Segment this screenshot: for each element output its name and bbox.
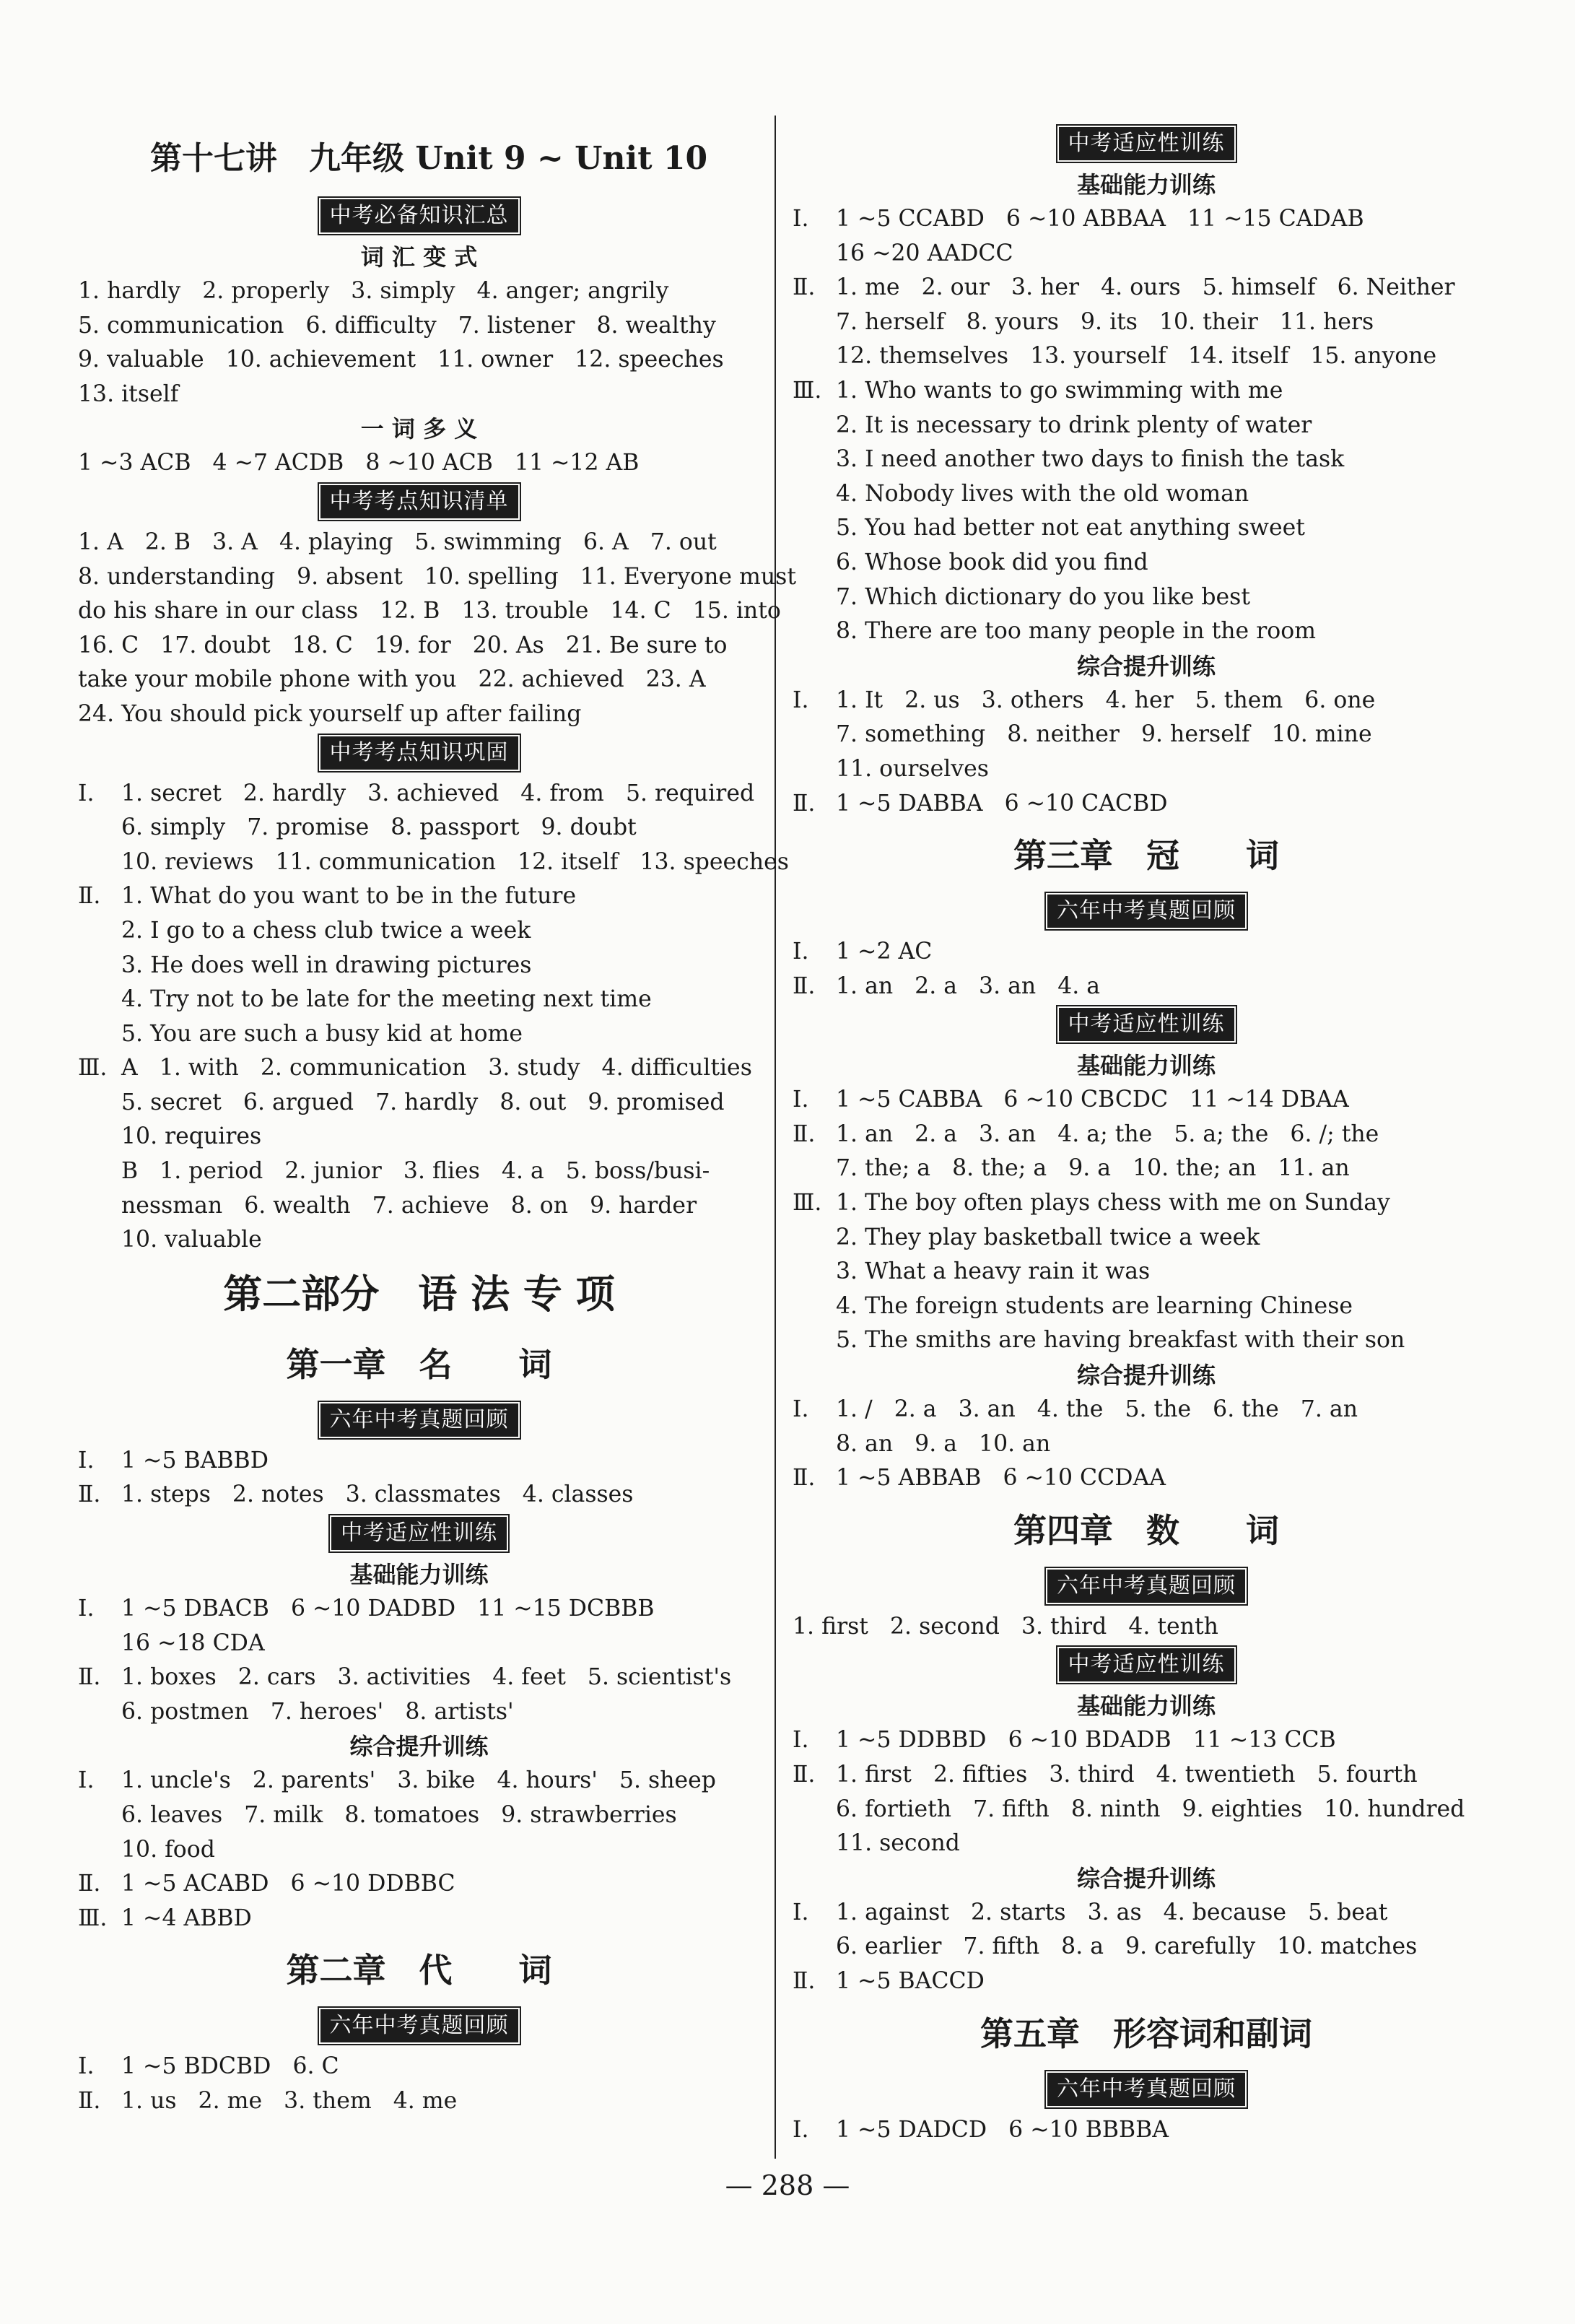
answer-text: 5. You had better not eat anything sweet — [836, 515, 1305, 541]
section-banner — [78, 1513, 760, 1557]
answer-text: 10. reviews 11. communication 12. itself 13. speeches — [121, 848, 789, 875]
section-banner-label: 中考适应性训练 — [1059, 127, 1234, 160]
answer-line — [793, 443, 1500, 477]
answer-text: 1 ~4 ABBD — [121, 1905, 252, 1931]
answer-text: 1 ~5 DBACB 6 ~10 DADBD 11 ~15 DCBBB — [121, 1596, 655, 1622]
answer-line — [78, 1627, 760, 1661]
answer-line — [793, 409, 1500, 443]
answer-text: 1. against 2. starts 3. as 4. because 5. beat — [836, 1899, 1388, 1925]
answer-line — [793, 1896, 1500, 1931]
question-group-label: Ⅱ. — [793, 790, 816, 817]
answer-line — [793, 1323, 1500, 1358]
answer-line — [78, 446, 760, 481]
answer-text: 1. / 2. a 3. an 4. the 5. the 6. the 7. an — [836, 1396, 1358, 1423]
answer-line — [793, 202, 1500, 237]
subsection-title: 综合提升训练 — [1076, 652, 1216, 680]
section-banner — [78, 1399, 760, 1444]
answer-text: take your mobile phone with you 22. achieved 23. A — [78, 666, 706, 693]
answer-text: 5. communication 6. difficulty 7. listener 8. wealthy — [78, 312, 716, 339]
answer-line — [793, 1083, 1500, 1118]
answer-line — [793, 580, 1500, 615]
answer-line — [78, 1695, 760, 1730]
answer-line — [78, 1154, 760, 1189]
section-banner-label: 中考考点知识清单 — [320, 485, 518, 518]
answer-text: 1. an 2. a 3. an 4. a; the 5. a; the 6. /; the — [836, 1120, 1379, 1147]
question-group-label: Ⅲ. — [78, 1055, 108, 1082]
question-group-label: Ⅱ. — [793, 1967, 816, 1994]
answer-text: 8. an 9. a 10. an — [836, 1430, 1051, 1457]
answer-text: 1 ~5 DDBBD 6 ~10 BDADB 11 ~13 CCB — [836, 1727, 1336, 1754]
answer-text: 1. Who wants to go swimming with me — [836, 377, 1283, 404]
answer-text: 8. There are too many people in the room — [836, 618, 1317, 645]
chapter-title: 第三章 冠 词 — [1013, 836, 1279, 876]
answer-text: B 1. period 2. junior 3. flies 4. a 5. boss/busi- — [121, 1158, 710, 1185]
answer-line — [793, 2113, 1500, 2148]
answer-line — [793, 1610, 1500, 1645]
answer-text: 1. The boy often plays chess with me on Sunday — [836, 1190, 1390, 1217]
answer-text: 1 ~5 BDCBD 6. C — [121, 2053, 339, 2080]
answer-text: 2. It is necessary to drink plenty of water — [836, 412, 1312, 438]
question-group-label: Ⅰ. — [793, 939, 809, 965]
answer-text: 4. The foreign students are learning Chinese — [836, 1292, 1353, 1319]
subsection-title: 基础能力训练 — [1076, 1692, 1216, 1720]
answer-text: 5. The smiths are having breakfast with their son — [836, 1327, 1405, 1354]
answer-line — [793, 1289, 1500, 1324]
question-group-label: Ⅰ. — [78, 1447, 95, 1474]
answer-line — [793, 546, 1500, 580]
question-group-label: Ⅱ. — [78, 883, 101, 910]
answer-text: 2. I go to a chess club twice a week — [121, 917, 531, 944]
section-banner-label: 六年中考真题回顾 — [320, 2009, 518, 2042]
answer-line — [793, 970, 1500, 1004]
answer-line — [78, 1833, 760, 1868]
column-divider — [775, 116, 776, 2159]
answer-text: 1. A 2. B 3. A 4. playing 5. swimming 6. A 7. out — [78, 528, 717, 555]
answer-line — [793, 684, 1500, 718]
question-group-label: Ⅱ. — [793, 972, 816, 999]
answer-text: 7. the; a 8. the; a 9. a 10. the; an 11. an — [836, 1155, 1350, 1182]
question-group-label: Ⅱ. — [78, 1664, 101, 1691]
answer-text: 2. They play basketball twice a week — [836, 1224, 1260, 1250]
answer-text: 1 ~5 BACCD — [836, 1967, 985, 1994]
section-banner — [78, 481, 760, 526]
question-group-label: Ⅰ. — [793, 1899, 809, 1925]
answer-line — [78, 343, 760, 378]
question-group-label: Ⅰ. — [793, 1396, 809, 1423]
question-group-label: Ⅱ. — [78, 1871, 101, 1897]
answer-text: 11. ourselves — [836, 755, 989, 782]
question-group-label: Ⅲ. — [78, 1905, 108, 1931]
section-banner-label: 六年中考真题回顾 — [1047, 2073, 1245, 2106]
answer-line — [78, 1444, 760, 1479]
answer-text: 10. food — [121, 1836, 215, 1863]
question-group-label: Ⅲ. — [793, 1190, 822, 1217]
answer-text: 1. It 2. us 3. others 4. her 5. them 6. one — [836, 687, 1376, 713]
answer-line — [78, 1661, 760, 1695]
question-group-label: Ⅰ. — [793, 206, 809, 232]
answer-text: 1. boxes 2. cars 3. activities 4. feet 5. scientist's — [121, 1664, 732, 1691]
answer-text: 1 ~5 CABBA 6 ~10 CBCDC 11 ~14 DBAA — [836, 1087, 1349, 1113]
left-column — [78, 123, 797, 2119]
chapter-title: 第二章 代 词 — [286, 1951, 552, 1990]
answer-line — [793, 752, 1500, 787]
answer-line — [78, 777, 760, 811]
answer-text: 7. something 8. neither 9. herself 10. mine — [836, 721, 1372, 748]
answer-line — [78, 1223, 760, 1258]
answer-text: 1 ~5 ABBAB 6 ~10 CCDAA — [836, 1465, 1166, 1492]
answer-text: 24. You should pick yourself up after failing — [78, 700, 582, 727]
answer-line — [793, 1964, 1500, 1999]
right-column — [793, 123, 1500, 2147]
answer-text: 1 ~5 DABBA 6 ~10 CACBD — [836, 790, 1168, 817]
answer-text: do his share in our class 12. B 13. trouble 14. C 15. into — [78, 598, 781, 624]
answer-text: 1. an 2. a 3. an 4. a — [836, 972, 1101, 999]
answer-text: 6. leaves 7. milk 8. tomatoes 9. strawberries — [121, 1802, 677, 1828]
answer-line — [78, 1478, 760, 1513]
answer-text: 6. simply 7. promise 8. passport 9. doubt — [121, 814, 637, 841]
question-group-label: Ⅱ. — [78, 2087, 101, 2114]
answer-text: 1 ~3 ACB 4 ~7 ACDB 8 ~10 ACB 11 ~12 AB — [78, 450, 640, 476]
answer-text: 1. first 2. second 3. third 4. tenth — [793, 1613, 1218, 1640]
answer-line — [793, 1255, 1500, 1289]
answer-line — [793, 305, 1500, 340]
answer-line — [793, 1930, 1500, 1964]
answer-text: 13. itself — [78, 380, 179, 407]
answer-line — [793, 477, 1500, 512]
answer-line — [78, 949, 760, 983]
answer-text: 10. requires — [121, 1123, 262, 1150]
answer-line — [78, 1592, 760, 1627]
question-group-label: Ⅰ. — [78, 780, 95, 806]
lecture-title: 第十七讲 九年级 Unit 9 ~ Unit 10 — [150, 140, 708, 177]
question-group-label: Ⅰ. — [793, 1727, 809, 1754]
question-group-label: Ⅰ. — [78, 2053, 95, 2080]
answer-line — [793, 1427, 1500, 1462]
question-group-label: Ⅰ. — [793, 1087, 809, 1113]
answer-text: 1. steps 2. notes 3. classmates 4. classes — [121, 1481, 634, 1508]
section-banner-label: 六年中考真题回顾 — [1047, 1570, 1245, 1603]
answer-line — [793, 935, 1500, 970]
answer-line — [78, 697, 760, 732]
answer-line — [78, 1051, 760, 1086]
chapter-title: 第四章 数 词 — [1013, 1510, 1279, 1550]
answer-text: 16 ~20 AADCC — [836, 240, 1013, 266]
subsection-title: 词 汇 变 式 — [360, 243, 478, 271]
page-number: — 288 — — [725, 2169, 850, 2201]
answer-text: 1 ~5 ACABD 6 ~10 DDBBC — [121, 1871, 455, 1897]
answer-text: 6. fortieth 7. fifth 8. ninth 9. eighties 10. hundred — [836, 1796, 1465, 1822]
answer-line — [78, 663, 760, 697]
answer-line — [78, 879, 760, 914]
answer-text: 1. What do you want to be in the future — [121, 883, 577, 910]
answer-text: 1. first 2. fifties 3. third 4. twentieth 5. fourth — [836, 1762, 1418, 1788]
section-banner — [793, 2068, 1500, 2113]
answer-line — [78, 274, 760, 309]
answer-text: 6. earlier 7. fifth 8. a 9. carefully 10. matches — [836, 1933, 1418, 1960]
answer-text: 1 ~5 CCABD 6 ~10 ABBAA 11 ~15 CADAB — [836, 206, 1364, 232]
section-banner-label: 六年中考真题回顾 — [320, 1403, 518, 1437]
answer-text: 8. understanding 9. absent 10. spelling 11. Everyone must — [78, 563, 797, 590]
answer-text: 10. valuable — [121, 1227, 262, 1253]
answer-line — [78, 378, 760, 412]
section-banner-label: 六年中考真题回顾 — [1047, 895, 1245, 928]
subsection-title: 基础能力训练 — [349, 1561, 489, 1589]
subsection-title: 综合提升训练 — [349, 1733, 489, 1761]
answer-line — [793, 614, 1500, 649]
answer-text: 7. herself 8. yours 9. its 10. their 11. hers — [836, 308, 1374, 335]
answer-text: 16 ~18 CDA — [121, 1629, 265, 1656]
answer-text: 9. valuable 10. achievement 11. owner 12. speeches — [78, 347, 724, 373]
answer-line — [793, 237, 1500, 271]
question-group-label: Ⅰ. — [793, 687, 809, 713]
answer-line — [78, 2050, 760, 2084]
answer-line — [793, 1758, 1500, 1793]
answer-text: 1 ~5 BABBD — [121, 1447, 269, 1474]
answer-line — [793, 271, 1500, 305]
section-banner — [78, 732, 760, 777]
section-banner-label: 中考适应性训练 — [1059, 1648, 1234, 1681]
answer-line — [793, 374, 1500, 409]
answer-line — [78, 1798, 760, 1833]
answer-text: 11. second — [836, 1830, 960, 1857]
section-banner — [78, 195, 760, 240]
answer-text: 3. I need another two days to finish the task — [836, 446, 1345, 473]
question-group-label: Ⅰ. — [78, 1767, 95, 1794]
answer-line — [78, 845, 789, 880]
part-title: 第二部分 语 法 专 项 — [223, 1270, 615, 1317]
answer-line — [793, 718, 1500, 752]
answer-line — [78, 560, 797, 595]
answer-text: 1. us 2. me 3. them 4. me — [121, 2087, 458, 2114]
answer-line — [78, 1867, 760, 1902]
answer-line — [793, 787, 1500, 822]
answer-text: 1. hardly 2. properly 3. simply 4. anger; angrily — [78, 278, 669, 304]
answer-line — [793, 1152, 1500, 1186]
question-group-label: Ⅰ. — [793, 2116, 809, 2143]
answer-text: 3. What a heavy rain it was — [836, 1258, 1151, 1285]
answer-text: 1. me 2. our 3. her 4. ours 5. himself 6. Neither — [836, 274, 1455, 301]
question-group-label: Ⅱ. — [793, 1465, 816, 1492]
answer-line — [78, 309, 760, 344]
answer-line — [78, 526, 760, 560]
chapter-title: 第五章 形容词和副词 — [980, 2014, 1312, 2053]
subsection-title: 一 词 多 义 — [360, 415, 478, 443]
answer-text: 6. Whose book did you find — [836, 549, 1148, 575]
answer-text: 5. secret 6. argued 7. hardly 8. out 9. promised — [121, 1089, 725, 1115]
answer-line — [78, 594, 781, 629]
answer-line — [793, 1461, 1500, 1496]
answer-line — [78, 1120, 760, 1154]
answer-text: 5. You are such a busy kid at home — [121, 1020, 523, 1047]
answer-text: 7. Which dictionary do you like best — [836, 583, 1250, 610]
answer-line — [793, 1221, 1500, 1255]
answer-text: nessman 6. wealth 7. achieve 8. on 9. harder — [121, 1192, 697, 1219]
answer-text: 1 ~2 AC — [836, 939, 933, 965]
chapter-title: 第一章 名 词 — [286, 1344, 552, 1384]
answer-text: 3. He does well in drawing pictures — [121, 952, 532, 978]
answer-text: 16. C 17. doubt 18. C 19. for 20. As 21. Be sure to — [78, 632, 728, 658]
question-group-label: Ⅲ. — [793, 377, 822, 404]
answer-text: 12. themselves 13. yourself 14. itself 15. anyone — [836, 343, 1437, 370]
answer-text: 1. secret 2. hardly 3. achieved 4. from 5. required — [121, 780, 755, 806]
answer-line — [78, 914, 760, 949]
section-banner-label: 中考必备知识汇总 — [320, 199, 518, 232]
section-banner — [793, 123, 1500, 167]
question-group-label: Ⅱ. — [793, 1120, 816, 1147]
section-banner — [793, 890, 1500, 935]
answer-line — [78, 1902, 760, 1936]
answer-text: 1 ~5 DADCD 6 ~10 BBBBA — [836, 2116, 1169, 2143]
answer-line — [78, 1189, 760, 1224]
answer-line — [793, 1393, 1500, 1427]
section-banner — [793, 1565, 1500, 1610]
answer-text: 6. postmen 7. heroes' 8. artists' — [121, 1698, 514, 1725]
section-banner-label: 中考适应性训练 — [1059, 1008, 1234, 1041]
question-group-label: Ⅱ. — [793, 1762, 816, 1788]
answer-line — [78, 1764, 760, 1798]
answer-line — [78, 811, 760, 845]
answer-line — [78, 1086, 760, 1120]
question-group-label: Ⅱ. — [793, 274, 816, 301]
subsection-title: 基础能力训练 — [1076, 171, 1216, 199]
question-group-label: Ⅱ. — [78, 1481, 101, 1508]
subsection-title: 综合提升训练 — [1076, 1362, 1216, 1390]
section-banner-label: 中考适应性训练 — [331, 1517, 507, 1550]
answer-text: 4. Try not to be late for the meeting next time — [121, 986, 652, 1013]
subsection-title: 基础能力训练 — [1076, 1052, 1216, 1080]
answer-line — [78, 2084, 760, 2119]
answer-text: 4. Nobody lives with the old woman — [836, 480, 1249, 507]
answer-line — [78, 629, 760, 663]
section-banner — [793, 1644, 1500, 1689]
answer-text: 1. uncle's 2. parents' 3. bike 4. hours' 5. sheep — [121, 1767, 716, 1794]
answer-line — [793, 339, 1500, 374]
section-banner — [78, 2005, 760, 2050]
answer-line — [793, 1793, 1500, 1827]
question-group-label: Ⅰ. — [78, 1596, 95, 1622]
section-banner — [793, 1004, 1500, 1048]
answer-line — [793, 1186, 1500, 1221]
subsection-title: 综合提升训练 — [1076, 1864, 1216, 1892]
section-banner-label: 中考考点知识巩固 — [320, 736, 518, 770]
answer-line — [78, 983, 760, 1017]
answer-line — [793, 1118, 1500, 1152]
answer-line — [793, 511, 1500, 546]
answer-line — [78, 1017, 760, 1052]
answer-line — [793, 1827, 1500, 1861]
answer-text: A 1. with 2. communication 3. study 4. difficulties — [121, 1055, 752, 1082]
answer-line — [793, 1723, 1500, 1758]
